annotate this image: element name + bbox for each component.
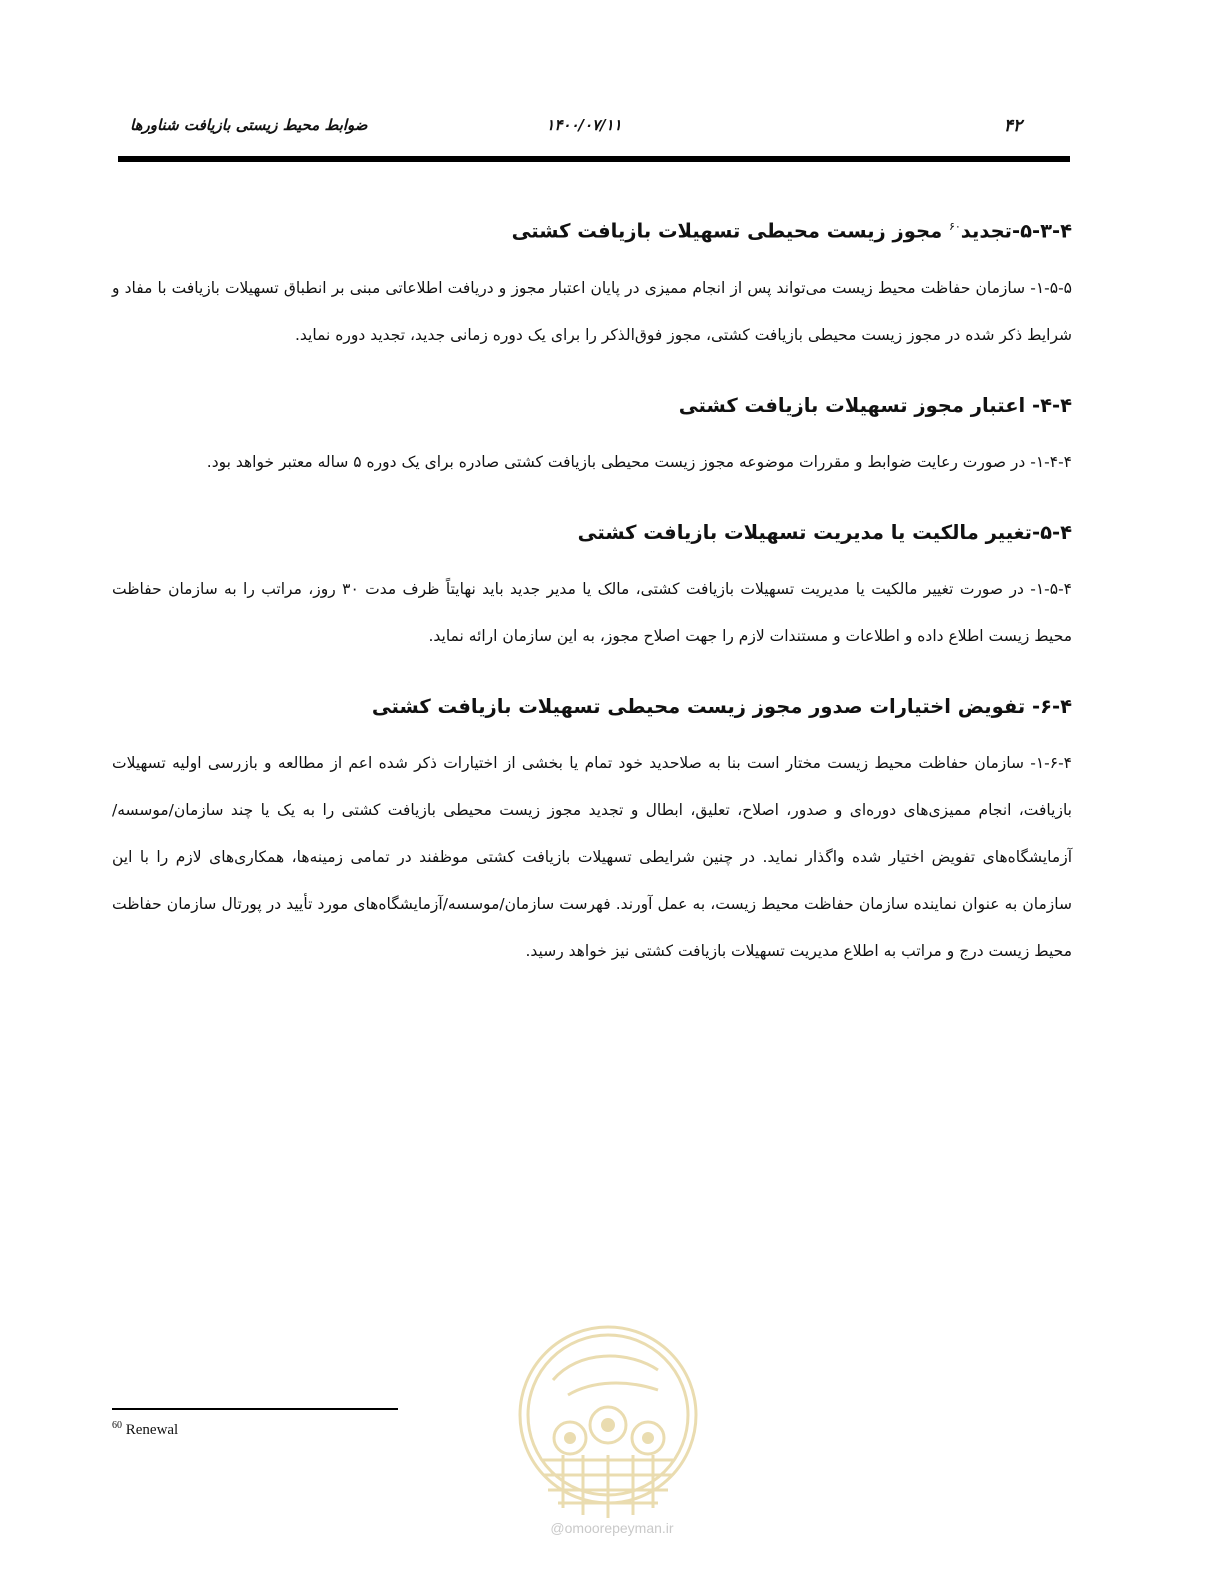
section-heading: ۵-۴-تغییر مالکیت یا مدیریت تسهیلات بازیافت کشتی (577, 520, 1072, 544)
footnote-marker: ۶۰ (948, 220, 961, 233)
footnote-number: 60 (112, 1420, 122, 1431)
body-paragraph: ۱-۶-۴- سازمان حفاظت محیط زیست مختار است بنا به صلاحدید خود تمام یا بخشی از اختیارات ذکر شده اعم از مطالعه و بازرسی اولیه تسهیلات بازیافت، انجام ممیزی‌های دوره‌ای و صدور، اصلاح، تعلیق، ابطال و تجدید مجوز زیست محیطی بازیافت کشتی را به یک یا چند سازمان/موسسه/آزمایشگاه‌های تفویض اختیار شده واگذار نماید. در چنین شرایطی تسهیلات بازیافت کشتی موظفند در تمامی زمینه‌ها، همکاری‌های لازم را با این سازمان به عنوان نماینده سازمان حفاظت محیط زیست، به عمل آورند. فهرست سازمان/موسسه/آزمایشگاه‌های مورد تأیید در پورتال سازمان حفاظت محیط زیست درج و مراتب به اطلاع مدیریت تسهیلات بازیافت کشتی نیز خواهد رسید. (112, 753, 1072, 960)
footnote-text: Renewal (122, 1422, 179, 1438)
footnote-divider (112, 1408, 398, 1410)
watermark-logo-icon (508, 1320, 708, 1535)
header-date: ۱۴۰۰/۰۷/۱۱ (546, 116, 622, 134)
section-heading: ۶-۴- تفویض اختیارات صدور مجوز زیست محیطی تسهیلات بازیافت کشتی (371, 694, 1072, 718)
body-paragraph: ۱-۵-۵- سازمان حفاظت محیط زیست می‌تواند پس از انجام ممیزی در پایان اعتبار مجوز و دریافت اطلاعاتی مبنی بر انطباق تسهیلات بازیافت با مفاد و شرایط ذکر شده در مجوز زیست محیطی بازیافت کشتی، مجوز فوق‌الذکر را برای یک دوره زمانی جدید، تجدید دوره نماید. (112, 278, 1072, 344)
body-paragraph: ۱-۵-۴- در صورت تغییر مالکیت یا مدیریت تسهیلات بازیافت کشتی، مالک یا مدیر جدید باید نهایتاً ظرف مدت ۳۰ روز، مراتب را به سازمان حفاظت محیط زیست اطلاع داده و اطلاعات و مستندات لازم را جهت اصلاح مجوز، به این سازمان ارائه نماید. (112, 579, 1072, 645)
footnote (112, 1420, 178, 1439)
body-paragraph: ۱-۴-۴- در صورت رعایت ضوابط و مقررات موضوعه مجوز زیست محیطی بازیافت کشتی صادره برای یک دوره ۵ ساله معتبر خواهد بود. (206, 452, 1072, 471)
page-header (118, 112, 1070, 142)
section-heading (112, 212, 1072, 247)
watermark-site: @omoorepeyman.ir (550, 1520, 674, 1536)
section-heading: ۴-۴- اعتبار مجوز تسهیلات بازیافت کشتی (678, 393, 1072, 417)
document-body (112, 212, 1072, 997)
page-number: ۴۲ (1003, 116, 1022, 136)
section-heading-text: ۵-۳-۴-تجدید (960, 219, 1072, 243)
header-divider (118, 156, 1070, 162)
section-heading-text: مجوز زیست محیطی تسهیلات بازیافت کشتی (511, 219, 949, 243)
document-title: ضوابط محیط زیستی بازیافت شناورها (130, 116, 368, 134)
